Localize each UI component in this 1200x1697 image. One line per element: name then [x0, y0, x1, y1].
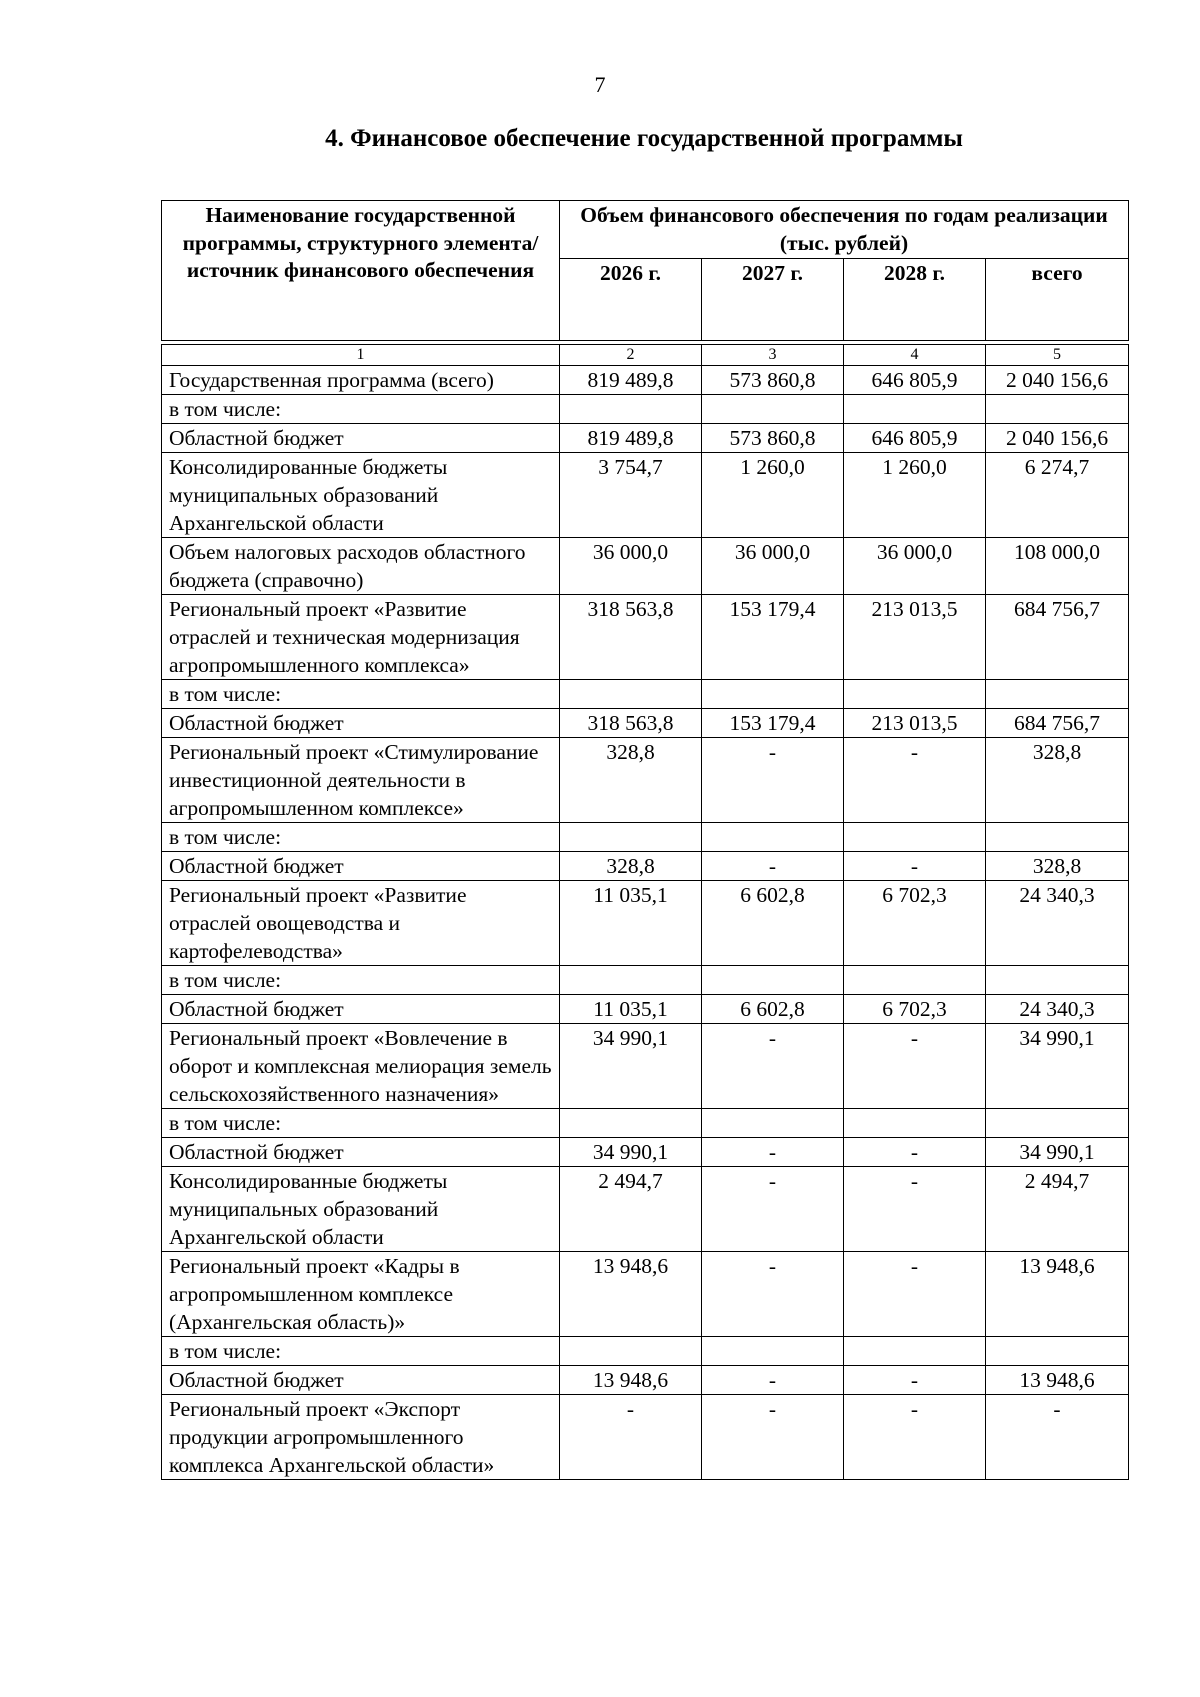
value-2027: 573 860,8 — [702, 424, 844, 453]
value-total — [986, 1109, 1129, 1138]
value-2028: - — [844, 852, 986, 881]
value-2026: 3 754,7 — [560, 453, 702, 538]
table-row — [162, 1366, 1129, 1395]
value-2028: 1 260,0 — [844, 453, 986, 538]
value-2027 — [702, 680, 844, 709]
value-2026 — [560, 680, 702, 709]
value-2028: 646 805,9 — [844, 366, 986, 395]
row-name: Региональный проект «Развитие отраслей овощеводства и картофелеводства» — [162, 881, 560, 966]
value-2026 — [560, 966, 702, 995]
value-2026: 11 035,1 — [560, 881, 702, 966]
value-2028: - — [844, 1366, 986, 1395]
table-row — [162, 852, 1129, 881]
table-row — [162, 738, 1129, 823]
value-total: 34 990,1 — [986, 1138, 1129, 1167]
row-name: Областной бюджет — [162, 1366, 560, 1395]
value-2027: - — [702, 852, 844, 881]
value-2028: - — [844, 1167, 986, 1252]
value-total — [986, 395, 1129, 424]
value-2027 — [702, 1109, 844, 1138]
value-total: 13 948,6 — [986, 1366, 1129, 1395]
row-name: Государственная программа (всего) — [162, 366, 560, 395]
table-row — [162, 453, 1129, 538]
header-year-2027: 2027 г. — [702, 259, 844, 341]
value-total: 328,8 — [986, 738, 1129, 823]
column-number: 1 — [162, 345, 560, 366]
column-numbers-row — [162, 345, 1129, 366]
table-row — [162, 424, 1129, 453]
table-row — [162, 366, 1129, 395]
header-year-2026: 2026 г. — [560, 259, 702, 341]
table-row — [162, 966, 1129, 995]
value-2027 — [702, 823, 844, 852]
value-total: 684 756,7 — [986, 595, 1129, 680]
value-2026: 34 990,1 — [560, 1138, 702, 1167]
table-row — [162, 538, 1129, 595]
table-row — [162, 1109, 1129, 1138]
header-total: всего — [986, 259, 1129, 341]
value-2028 — [844, 680, 986, 709]
value-2028: - — [844, 1024, 986, 1109]
value-2028: - — [844, 1395, 986, 1480]
table-row — [162, 1337, 1129, 1366]
value-2026: 13 948,6 — [560, 1252, 702, 1337]
row-name: в том числе: — [162, 1337, 560, 1366]
section-title: 4. Финансовое обеспечение государственной программы — [325, 125, 963, 152]
value-total — [986, 966, 1129, 995]
table-row — [162, 1167, 1129, 1252]
value-total — [986, 680, 1129, 709]
row-name: Областной бюджет — [162, 1138, 560, 1167]
column-number: 5 — [986, 345, 1129, 366]
row-name: Региональный проект «Развитие отраслей и техническая модернизация агропромышленного комплекса» — [162, 595, 560, 680]
value-2028 — [844, 1337, 986, 1366]
header-volume-title: Объем финансового обеспечения по годам реализации (тыс. рублей) — [560, 201, 1129, 259]
value-total: 684 756,7 — [986, 709, 1129, 738]
value-2027: 153 179,4 — [702, 595, 844, 680]
value-2027: 6 602,8 — [702, 995, 844, 1024]
value-total: 6 274,7 — [986, 453, 1129, 538]
value-2026: 34 990,1 — [560, 1024, 702, 1109]
finance-table — [161, 344, 1129, 1480]
value-2028: 6 702,3 — [844, 881, 986, 966]
value-2026: 819 489,8 — [560, 366, 702, 395]
value-total: 2 040 156,6 — [986, 366, 1129, 395]
value-2027: 36 000,0 — [702, 538, 844, 595]
table-row — [162, 881, 1129, 966]
value-2026: 36 000,0 — [560, 538, 702, 595]
value-2026: 2 494,7 — [560, 1167, 702, 1252]
value-2027: 153 179,4 — [702, 709, 844, 738]
value-2026: - — [560, 1395, 702, 1480]
row-name: Консолидированные бюджеты муниципальных образований Архангельской области — [162, 453, 560, 538]
value-2026 — [560, 823, 702, 852]
value-2027: - — [702, 738, 844, 823]
value-2026: 328,8 — [560, 738, 702, 823]
value-2027: - — [702, 1024, 844, 1109]
table-row — [162, 823, 1129, 852]
value-2028 — [844, 823, 986, 852]
value-2026: 11 035,1 — [560, 995, 702, 1024]
value-total: 24 340,3 — [986, 995, 1129, 1024]
value-2028 — [844, 395, 986, 424]
table-header — [161, 200, 1129, 341]
table-row — [162, 595, 1129, 680]
table-row — [162, 395, 1129, 424]
row-name: в том числе: — [162, 680, 560, 709]
column-number: 2 — [560, 345, 702, 366]
row-name: Областной бюджет — [162, 709, 560, 738]
value-total: - — [986, 1395, 1129, 1480]
value-2027 — [702, 395, 844, 424]
value-2027: - — [702, 1366, 844, 1395]
value-total: 328,8 — [986, 852, 1129, 881]
row-name: Областной бюджет — [162, 852, 560, 881]
row-name: Консолидированные бюджеты муниципальных образований Архангельской области — [162, 1167, 560, 1252]
header-year-2028: 2028 г. — [844, 259, 986, 341]
value-2026: 819 489,8 — [560, 424, 702, 453]
table-row — [162, 680, 1129, 709]
value-2028: - — [844, 738, 986, 823]
value-2027: - — [702, 1138, 844, 1167]
value-2026: 318 563,8 — [560, 595, 702, 680]
row-name: Региональный проект «Экспорт продукции агропромышленного комплекса Архангельской области» — [162, 1395, 560, 1480]
column-number: 3 — [702, 345, 844, 366]
value-2028: 36 000,0 — [844, 538, 986, 595]
value-2028 — [844, 1109, 986, 1138]
value-2027: 1 260,0 — [702, 453, 844, 538]
value-total: 13 948,6 — [986, 1252, 1129, 1337]
value-2026: 318 563,8 — [560, 709, 702, 738]
table-row — [162, 709, 1129, 738]
row-name: Региональный проект «Вовлечение в оборот и комплексная мелиорация земель сельскохозяйственного назначения» — [162, 1024, 560, 1109]
value-2027: - — [702, 1167, 844, 1252]
row-name: Областной бюджет — [162, 424, 560, 453]
value-2027: 573 860,8 — [702, 366, 844, 395]
value-total: 108 000,0 — [986, 538, 1129, 595]
value-2026 — [560, 1337, 702, 1366]
value-total: 34 990,1 — [986, 1024, 1129, 1109]
row-name: Региональный проект «Кадры в агропромышленном комплексе (Архангельская область)» — [162, 1252, 560, 1337]
value-2028: 6 702,3 — [844, 995, 986, 1024]
value-2028: - — [844, 1252, 986, 1337]
value-2028: 646 805,9 — [844, 424, 986, 453]
value-2028: 213 013,5 — [844, 595, 986, 680]
table-row — [162, 1024, 1129, 1109]
page-number: 7 — [594, 72, 606, 97]
row-name: Объем налоговых расходов областного бюджета (справочно) — [162, 538, 560, 595]
table-row — [162, 995, 1129, 1024]
table-row — [162, 1395, 1129, 1480]
value-2028 — [844, 966, 986, 995]
value-2027: - — [702, 1395, 844, 1480]
header-name-column: Наименование государственной программы, структурного элемента/ источник финансового обеспечения — [162, 201, 560, 341]
value-2027: 6 602,8 — [702, 881, 844, 966]
value-2026 — [560, 1109, 702, 1138]
row-name: в том числе: — [162, 966, 560, 995]
table-row — [162, 1138, 1129, 1167]
value-total — [986, 823, 1129, 852]
value-2026: 13 948,6 — [560, 1366, 702, 1395]
value-2027 — [702, 1337, 844, 1366]
table-row — [162, 1252, 1129, 1337]
row-name: в том числе: — [162, 395, 560, 424]
row-name: в том числе: — [162, 823, 560, 852]
value-total: 2 494,7 — [986, 1167, 1129, 1252]
row-name: Региональный проект «Стимулирование инвестиционной деятельности в агропромышленном комплексе» — [162, 738, 560, 823]
row-name: Областной бюджет — [162, 995, 560, 1024]
value-total: 2 040 156,6 — [986, 424, 1129, 453]
value-total: 24 340,3 — [986, 881, 1129, 966]
value-2026: 328,8 — [560, 852, 702, 881]
value-2027 — [702, 966, 844, 995]
value-2026 — [560, 395, 702, 424]
value-2028: 213 013,5 — [844, 709, 986, 738]
row-name: в том числе: — [162, 1109, 560, 1138]
value-2027: - — [702, 1252, 844, 1337]
value-total — [986, 1337, 1129, 1366]
value-2028: - — [844, 1138, 986, 1167]
column-number: 4 — [844, 345, 986, 366]
